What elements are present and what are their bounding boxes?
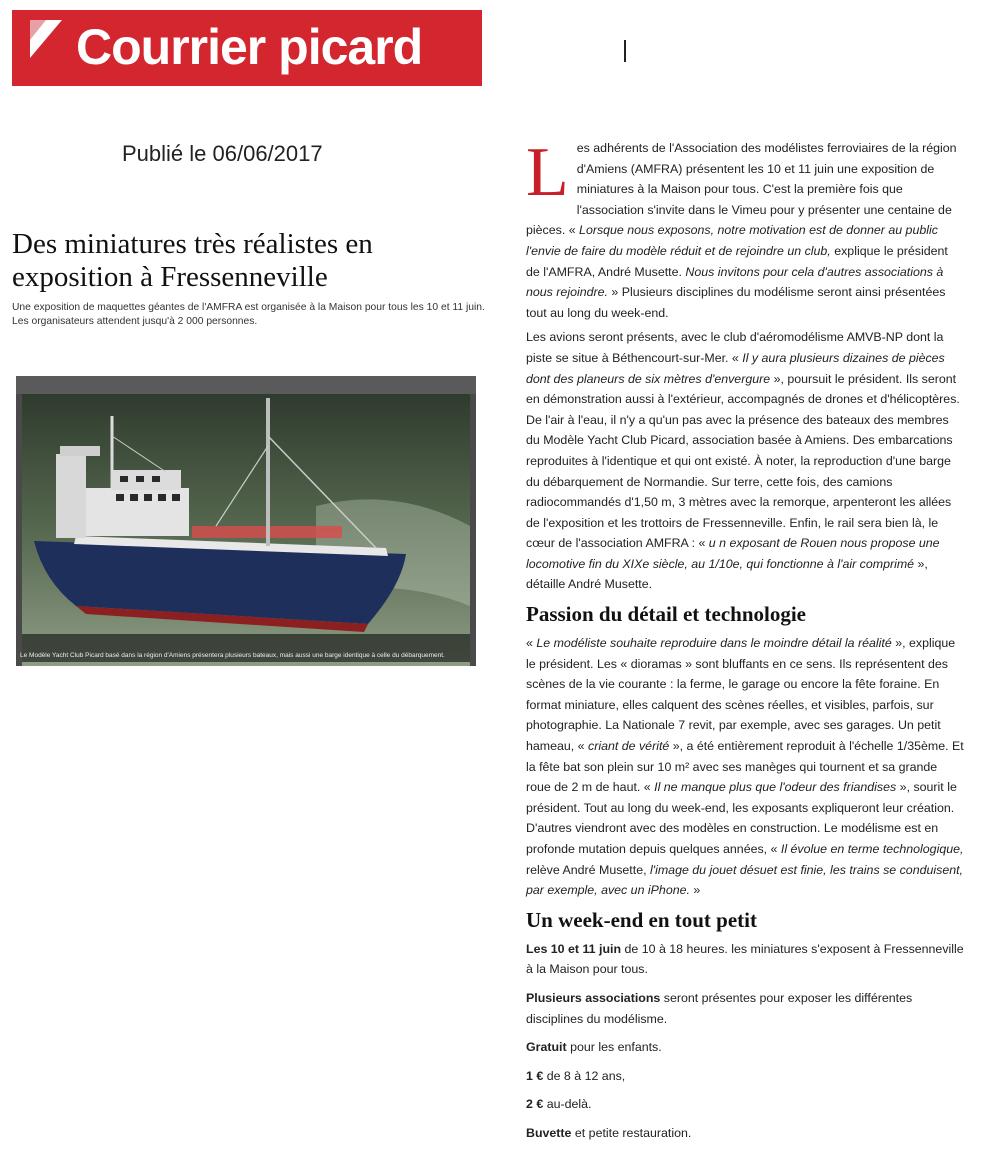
text: », détaille André Musette. [526, 556, 928, 592]
text: « [526, 636, 533, 651]
label: 2 € [526, 1097, 544, 1112]
paragraph-dioramas [526, 633, 964, 901]
info-price-adult [526, 1094, 964, 1115]
text: » Plusieurs disciplines du modélisme seront ainsi présentées tout au long du week-end. [526, 285, 946, 320]
text: au-delà. [546, 1097, 592, 1112]
info-bar [526, 1123, 964, 1144]
photo-caption: Le Modèle Yacht Club Picard basé dans la région d'Amiens présentera plusieurs bateaux, mais aussi une barge identique à celle du débarquement. [20, 652, 445, 659]
paragraph-intro [526, 134, 964, 323]
text: », poursuit le président. Ils seront en démonstration aussi à l'extérieur, accompagnés de drones et d'hélicoptères. De l'air à l'eau, il n'y a qu'un pas avec la présence des bateaux des membres du Modèle Yacht Club Picard, association basée à Amiens. Des embarcations reproduites à l'identique et qui ont existé. À noter, la reproduction d'une barge du débarquement de Normandie. Sur terre, cette fois, des camions radiocommandés d'1,50 m, 3 mètres avec la remorque, arpenteront les allées de l'exposition et les trottoirs de Fressenneville. Enfin, le rail sera bien là, le cœur de l'association AMFRA : « [526, 371, 960, 551]
quote: criant de vérité [588, 739, 670, 754]
label: Gratuit [526, 1040, 567, 1055]
text: », a été entièrement reproduit à l'échelle 1/35ème. Et la fête bat son plein sur 10 m² avec ses manèges qui tournent et sa grande roue de 2 m de haut. « [526, 739, 964, 795]
text: explique le président de l'AMFRA, André Musette. [526, 243, 948, 279]
paragraph-aviation [526, 327, 964, 595]
article-body [526, 134, 964, 1152]
article-photo [16, 376, 476, 666]
quote: Nous invitons pour cela d'autres associations à nous rejoindre. [526, 264, 944, 300]
quote: Il évolue en terme technologique, [780, 842, 964, 856]
quote: u n exposant de Rouen nous propose une locomotive fin du XIXe siècle, au 1/10e, qui fonctionne à l'air comprimé [526, 536, 940, 571]
boat-illustration [16, 376, 476, 666]
text: », explique le président. Les « dioramas » sont bluffants en ce sens. Ils représentent des scènes de la vie courante : la ferme, le garage ou encore la fête foraine. En format miniature, elles calquent des scènes réelles, et visibles, parfois, sur photographie. La Nationale 7 revit, par exemple, avec ses garages. Un petit hameau, « [526, 636, 956, 754]
brand-name: Courrier picard [76, 19, 423, 75]
text: pour les enfants. [570, 1040, 662, 1055]
courrier-picard-logo[interactable] [12, 10, 482, 86]
label: 1 € [526, 1068, 544, 1083]
info-associations [526, 988, 964, 1029]
text: Les avions seront présents, avec le club d'aéromodélisme AMVB-NP dont la piste se situe à Béthencourt-sur-Mer. « [526, 330, 944, 365]
article-headline: Des miniatures très réalistes en exposition à Fressenneville [12, 228, 373, 293]
flag-icon [28, 18, 64, 64]
text: de 8 à 12 ans, [546, 1068, 626, 1083]
article-lede: Une exposition de maquettes géantes de l'AMFRA est organisée à la Maison pour tous les 10 et 11 juin. Les organisateurs attendent jusqu'à 2 000 personnes. [12, 302, 485, 327]
drop-cap: L [526, 134, 569, 211]
text: relève André Musette, [526, 862, 647, 877]
publication-date: Publié le 06/06/2017 [122, 141, 323, 166]
text: » [693, 883, 701, 898]
subheading-weekend: Un week-end en tout petit [526, 907, 757, 932]
text: et petite restauration. [574, 1125, 692, 1140]
text-cursor [624, 40, 626, 62]
quote: l'image du jouet désuet est finie, les trains se conduisent, par exemple, avec un iPhone. [526, 862, 963, 898]
quote: Lorsque nous exposons, notre motivation est de donner au public l'envie de faire du modèle réduit et de rejoindre un club, [526, 223, 938, 258]
text: de 10 à 18 heures. les miniatures s'exposent à Fressenneville à la Maison pour tous. [526, 941, 964, 977]
text: », sourit le président. Tout au long du week-end, les exposants expliqueront leur création. D'autres viendront avec des modèles en construction. Le modélisme est en profonde mutation depuis quelques années, « [526, 780, 957, 856]
label: Buvette [526, 1125, 572, 1140]
text: es adhérents de l'Association des modélistes ferroviaires de la région d'Amiens (AMFRA) présentent les 10 et 11 juin une exposition de miniatures à la Maison pour tous. C'est la première fois que l'association s'invite dans le Vimeu pour y présenter une centaine de pièces. « [526, 141, 957, 238]
info-price-child [526, 1066, 964, 1087]
info-dates [526, 939, 964, 980]
subheading-detail: Passion du détail et technologie [526, 602, 807, 627]
text: seront présentes pour exposer les différentes disciplines du modélisme. [526, 990, 913, 1026]
label: Les 10 et 11 juin [526, 941, 622, 956]
quote: Il y aura plusieurs dizaines de pièces dont des planeurs de six mètres d'envergure [526, 350, 945, 386]
quote: Le modéliste souhaite reproduire dans le moindre détail la réalité [536, 636, 892, 651]
info-free [526, 1037, 964, 1058]
label: Plusieurs associations [526, 990, 661, 1005]
quote: Il ne manque plus que l'odeur des friandises [654, 780, 897, 795]
